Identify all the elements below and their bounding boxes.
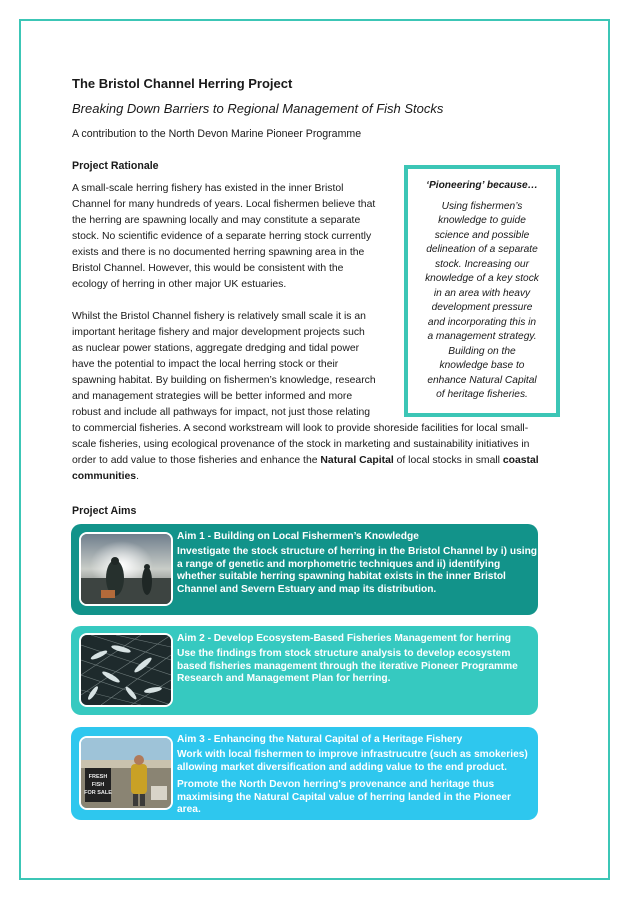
text-span: order to add value to those fisheries and enhance the bbox=[72, 455, 321, 466]
text-span: . bbox=[136, 471, 139, 482]
fish-stall-photo bbox=[79, 736, 173, 810]
text-span: of local stocks in small bbox=[393, 455, 503, 466]
aim-1-text bbox=[177, 531, 538, 596]
aims-heading: Project Aims bbox=[72, 505, 137, 517]
aim-line: Channel and Severn Estuary and map its distribution. bbox=[177, 583, 437, 595]
natural-capital-bold: Natural Capital bbox=[320, 455, 394, 466]
pioneering-line: delineation of a separate bbox=[426, 244, 538, 255]
aim-line: a range of genetic and morphometric techniques and ii) identifying bbox=[177, 558, 501, 570]
aim-2-title: Aim 2 - Develop Ecosystem-Based Fisheries Management for herring bbox=[177, 633, 512, 644]
aim-3-title: Aim 3 - Enhancing the Natural Capital of a Heritage Fishery bbox=[177, 734, 463, 745]
text-line: Whilst the Bristol Channel fishery is relatively small scale it is an bbox=[72, 311, 366, 322]
text-line: Bristol Channel. However, this would be consistent with the bbox=[72, 263, 344, 274]
fishermen-photo-graphic bbox=[81, 534, 171, 604]
pioneering-line: of heritage fisheries. bbox=[436, 389, 528, 400]
aim-2-text bbox=[177, 633, 530, 686]
text-line: exists and there is no documented herring spawning area in the bbox=[72, 247, 365, 258]
aim-line: maximising the Natural Capital value of herring landed in the Pioneer bbox=[177, 791, 511, 803]
contribution-line: A contribution to the North Devon Marine Pioneer Programme bbox=[72, 128, 362, 140]
text-line: A small-scale herring fishery has existed in the inner Bristol bbox=[72, 183, 344, 194]
aim-line: based fisheries management through the iterative Pioneer Programme bbox=[177, 660, 518, 672]
text-line: to commercial fisheries. A second workstream will look to provide shoreside facilities for local small- bbox=[72, 423, 529, 434]
text-line: stock. No scientific evidence of a separate herring stock currently bbox=[72, 231, 372, 242]
aim-2-card bbox=[71, 626, 538, 715]
text-line: have the potential to impact the local herring stock or their bbox=[72, 359, 339, 370]
aim-1-card bbox=[71, 524, 538, 615]
pioneering-callout bbox=[404, 165, 560, 417]
aim-line: area. bbox=[177, 804, 201, 816]
sign-text: FOR SALE bbox=[84, 790, 112, 796]
pioneering-line: science and possible bbox=[434, 229, 530, 241]
aim-line: Work with local fishermen to improve infrastrucutre (such as smokeries) bbox=[177, 749, 528, 761]
pioneering-line: a management strategy. bbox=[427, 331, 537, 342]
pioneering-line: Using fishermen’s bbox=[441, 200, 523, 212]
aim-3-card bbox=[71, 727, 538, 820]
pioneering-line: Building on the bbox=[448, 345, 516, 357]
page-subtitle: Breaking Down Barriers to Regional Management of Fish Stocks bbox=[72, 101, 444, 116]
aim-3-text bbox=[177, 734, 530, 816]
text-line: ecology of herring in other major UK estuaries. bbox=[72, 279, 287, 290]
sign-text: FRESH bbox=[88, 774, 108, 780]
coastal-bold: coastal bbox=[502, 455, 539, 466]
pioneering-line: enhance Natural Capital bbox=[427, 374, 537, 386]
text-line bbox=[72, 469, 539, 485]
pioneering-line: stock. Increasing our bbox=[435, 258, 529, 270]
text-line: Channel for many hundreds of years. Local fishermen believe that bbox=[72, 199, 376, 210]
text-line: important heritage fishery and major development projects such bbox=[72, 327, 365, 338]
pioneering-title: ‘Pioneering’ because… bbox=[426, 180, 538, 191]
fishermen-photo bbox=[79, 532, 173, 606]
rationale-paragraph-1 bbox=[72, 181, 375, 293]
page-title: The Bristol Channel Herring Project bbox=[72, 76, 293, 91]
text-line: scale fisheries, using ecological provenance of the stock in marketing and sustainability initiatives in bbox=[72, 439, 530, 450]
text-line: and management strategies will be better informed and more bbox=[72, 391, 353, 402]
sign-text: FISH bbox=[91, 782, 105, 788]
rationale-heading: Project Rationale bbox=[72, 160, 159, 172]
pioneering-line: development pressure bbox=[431, 302, 533, 313]
aim-line: Investigate the stock structure of herring in the Bristol Channel by i) using bbox=[177, 546, 538, 558]
text-line: as nuclear power stations, aggregate dredging and tidal power bbox=[72, 343, 360, 354]
aim-line: Use the findings from stock structure analysis to develop ecosystem bbox=[177, 648, 511, 660]
herring-net-graphic bbox=[81, 635, 171, 705]
text-line bbox=[72, 453, 539, 469]
aim-1-title: Aim 1 - Building on Local Fishermen’s Knowledge bbox=[177, 531, 419, 542]
pioneering-line: knowledge base to bbox=[439, 360, 525, 371]
pioneering-line: knowledge of a key stock bbox=[425, 273, 539, 284]
fish-stall-graphic bbox=[81, 738, 171, 808]
text-line: spawning habitat. By building on fishermen’s knowledge, research bbox=[72, 375, 376, 386]
communities-bold: communities bbox=[72, 471, 137, 482]
pioneering-line: in an area with heavy bbox=[433, 287, 531, 299]
aim-line: allowing market diversification and adding value to the end product. bbox=[177, 761, 508, 773]
pioneering-line: knowledge to guide bbox=[438, 215, 526, 226]
aim-line: whether suitable herring spawning habitat exists in the inner Bristol bbox=[177, 571, 506, 583]
aim-line: Promote the North Devon herring's provenance and heritage thus bbox=[177, 779, 495, 791]
pioneering-line: and incorporating this in bbox=[427, 316, 537, 328]
text-line: the herring are spawning locally and may constitute a separate bbox=[72, 215, 361, 226]
aim-line: Research and Management Plan for herring. bbox=[177, 673, 391, 685]
text-line: robust and include all pathways for impact, not just those relating bbox=[72, 407, 371, 418]
herring-net-photo bbox=[79, 633, 173, 707]
